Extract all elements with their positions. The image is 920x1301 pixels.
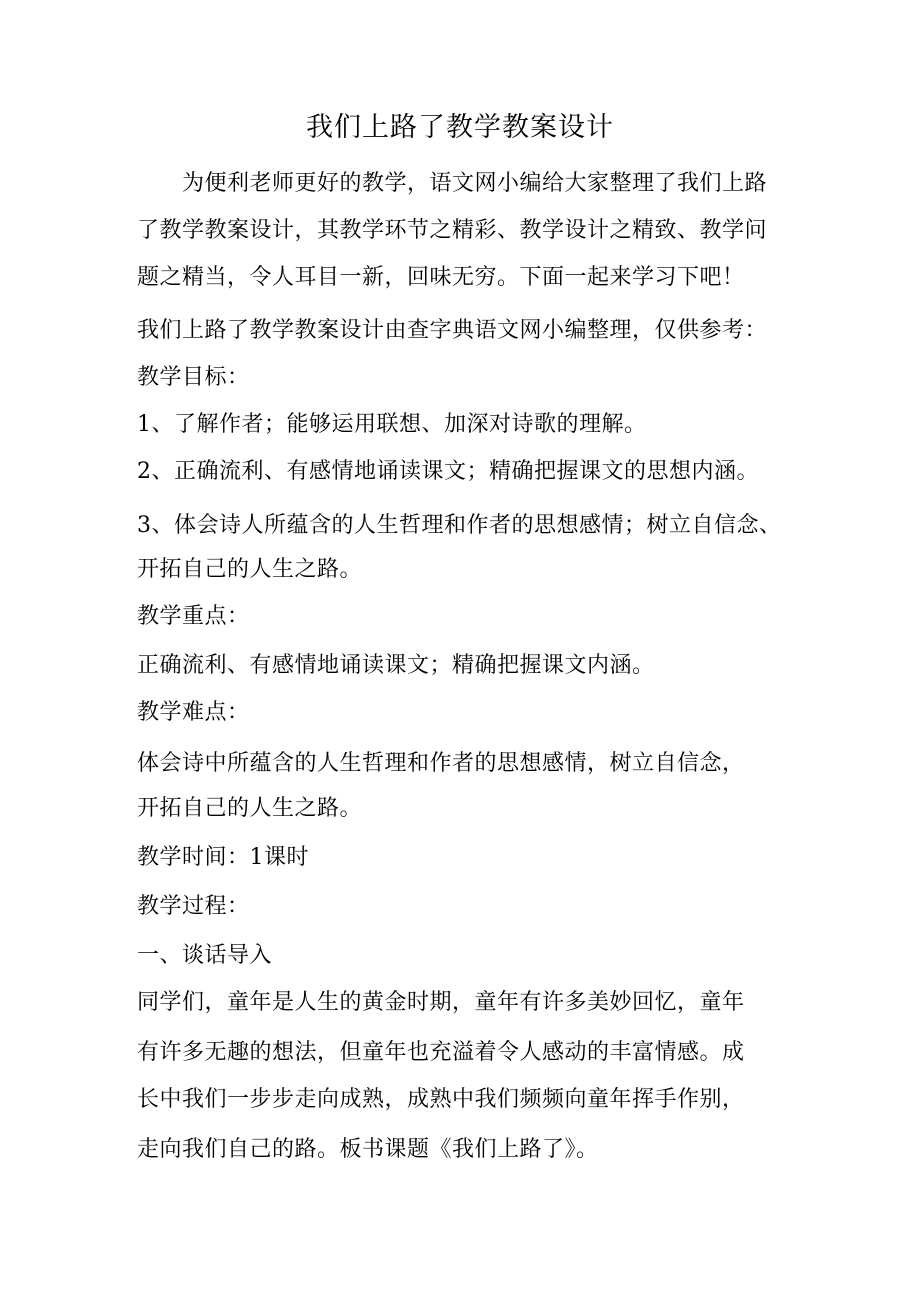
difficulties-text-cont: 开拓自己的人生之路。 (137, 796, 363, 821)
process-step-1-heading: 一、谈话导入 (137, 943, 273, 968)
goal-item-3-cont: 开拓自己的人生之路。 (137, 557, 363, 582)
process-paragraph-line-1: 同学们，童年是人生的黄金时期，童年有许多美妙回忆，童年 (137, 990, 745, 1015)
section-heading-process: 教学过程： (137, 894, 250, 919)
process-paragraph-line-3: 长中我们一步步走向成熟，成熟中我们频频向童年挥手作别， (137, 1087, 745, 1112)
process-paragraph-line-4: 走向我们自己的路。板书课题《我们上路了》。 (137, 1137, 599, 1162)
source-note: 我们上路了教学教案设计由查字典语文网小编整理，仅供参考： (137, 318, 768, 343)
section-heading-goals: 教学目标： (137, 365, 250, 390)
intro-line-3: 题之精当，令人耳目一新，回味无穷。下面一起来学习下吧！ (137, 265, 745, 290)
goal-item-3: 3、体会诗人所蕴含的人生哲理和作者的思想感情；树立自信念、 (137, 513, 782, 538)
teaching-time: 教学时间：1课时 (137, 845, 309, 870)
goal-item-2: 2、正确流利、有感情地诵读课文；精确把握课文的思想内涵。 (137, 459, 759, 484)
process-paragraph-line-2: 有许多无趣的想法，但童年也充溢着令人感动的丰富情感。成 (137, 1040, 745, 1065)
document-title: 我们上路了教学教案设计 (306, 112, 614, 143)
goal-item-1: 1、了解作者；能够运用联想、加深对诗歌的理解。 (137, 412, 647, 437)
key-points-text: 正确流利、有感情地诵读课文；精确把握课文内涵。 (137, 653, 655, 678)
section-heading-key-points: 教学重点： (137, 604, 250, 629)
intro-line-1: 为便利老师更好的教学，语文网小编给大家整理了我们上路 (182, 171, 768, 196)
section-heading-difficulties: 教学难点： (137, 700, 250, 725)
difficulties-text: 体会诗中所蕴含的人生哲理和作者的思想感情，树立自信念， (137, 751, 745, 776)
intro-line-2: 了教学教案设计，其教学环节之精彩、教学设计之精致、教学问 (137, 218, 768, 243)
